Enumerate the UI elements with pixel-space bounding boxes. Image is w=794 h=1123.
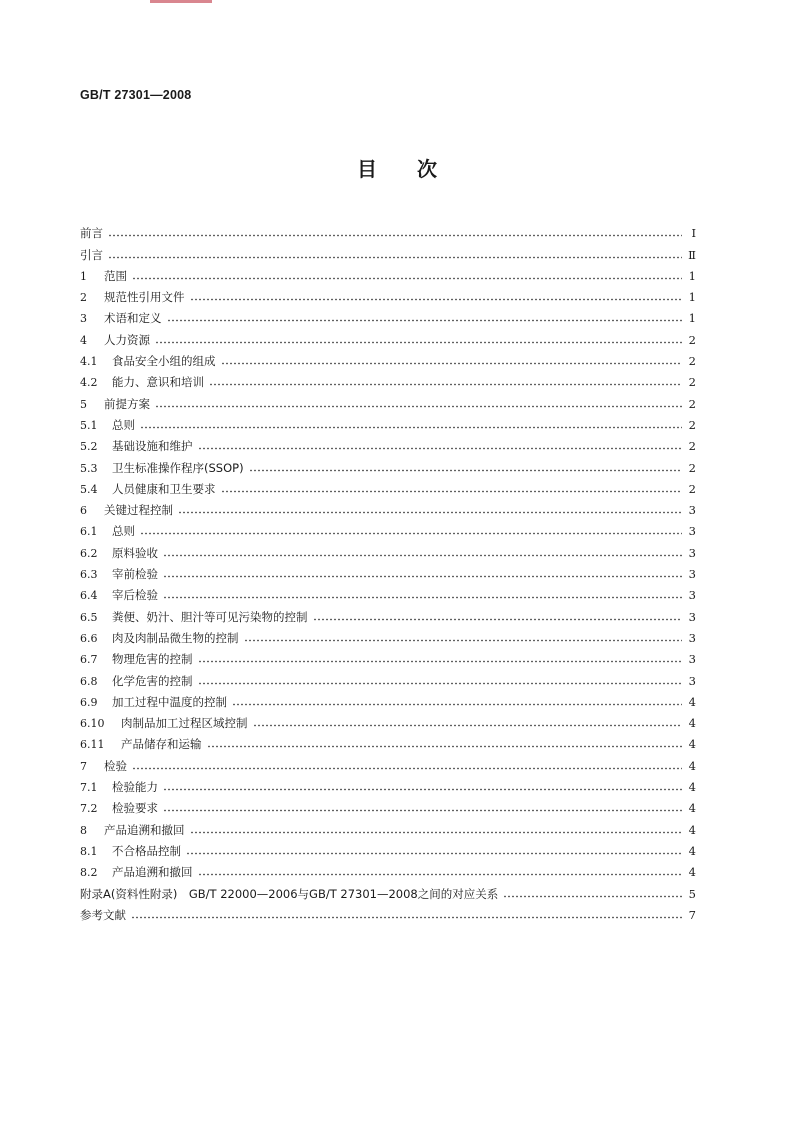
toc-entry-title: 人员健康和卫生要求 bbox=[112, 481, 216, 496]
toc-entry-number: 4.2 bbox=[80, 376, 98, 390]
toc-entry[interactable] bbox=[80, 496, 696, 517]
toc-entry-page: 1 bbox=[688, 268, 696, 283]
toc-entry-page: Ⅰ bbox=[691, 226, 696, 241]
toc-entry-number: 6.10 bbox=[80, 717, 105, 731]
toc-entry-number: 8 bbox=[80, 823, 87, 837]
toc-entry-number: 6.3 bbox=[80, 568, 98, 582]
toc-entry-title: 食品安全小组的组成 bbox=[112, 354, 216, 369]
toc-entry-number: 6.9 bbox=[80, 695, 98, 709]
toc-entry-page: 4 bbox=[688, 737, 696, 752]
toc-entry-number: 5.1 bbox=[80, 418, 98, 432]
toc-dot-leader bbox=[163, 596, 682, 599]
toc-entry-page: 5 bbox=[688, 886, 696, 901]
toc-entry[interactable] bbox=[80, 794, 696, 815]
toc-dot-leader bbox=[140, 532, 682, 535]
toc-entry[interactable] bbox=[80, 858, 696, 879]
toc-entry-number: 7 bbox=[80, 759, 87, 773]
toc-entry-title: 基础设施和维护 bbox=[112, 439, 193, 454]
toc-dot-leader bbox=[253, 724, 683, 727]
toc-dot-leader bbox=[209, 383, 682, 386]
toc-dot-leader bbox=[244, 639, 683, 642]
toc-entry-number: 5.3 bbox=[80, 461, 98, 475]
toc-entry-number: 2 bbox=[80, 291, 87, 305]
toc-entry-number: 6.7 bbox=[80, 653, 98, 667]
toc-entry-page: 4 bbox=[688, 694, 696, 709]
toc-entry-title: 附录A(资料性附录) GB/T 22000—2006与GB/T 27301—2008之间的对应关系 bbox=[80, 886, 499, 901]
toc-entry-title: 物理危害的控制 bbox=[112, 652, 193, 667]
toc-dot-leader bbox=[163, 575, 682, 578]
toc-entry-page: 4 bbox=[688, 843, 696, 858]
toc-entry-number: 6.5 bbox=[80, 610, 98, 624]
toc-dot-leader bbox=[186, 852, 682, 855]
toc-entry-title: 宰前检验 bbox=[112, 567, 158, 582]
toc-entry[interactable] bbox=[80, 325, 696, 346]
table-of-contents bbox=[80, 219, 696, 922]
toc-entry[interactable] bbox=[80, 901, 696, 922]
toc-entry[interactable] bbox=[80, 879, 696, 900]
toc-entry-page: 4 bbox=[688, 758, 696, 773]
toc-entry-page: 3 bbox=[688, 588, 696, 603]
toc-entry[interactable] bbox=[80, 432, 696, 453]
toc-entry-page: 2 bbox=[688, 417, 696, 432]
toc-entry-title: 化学危害的控制 bbox=[112, 673, 193, 688]
toc-dot-leader bbox=[249, 469, 682, 472]
toc-dot-leader bbox=[178, 511, 682, 514]
toc-entry-number: 6.8 bbox=[80, 674, 98, 688]
toc-entry[interactable] bbox=[80, 219, 696, 240]
toc-dot-leader bbox=[163, 788, 682, 791]
toc-entry-title: 总则 bbox=[112, 524, 135, 539]
toc-entry[interactable] bbox=[80, 560, 696, 581]
toc-entry-title: 宰后检验 bbox=[112, 588, 158, 603]
toc-entry-title: 不合格品控制 bbox=[112, 843, 181, 858]
toc-entry-page: 4 bbox=[688, 801, 696, 816]
toc-entry[interactable] bbox=[80, 538, 696, 559]
standard-code: GB/T 27301—2008 bbox=[80, 88, 192, 102]
toc-entry-title: 卫生标准操作程序(SSOP) bbox=[112, 460, 244, 475]
page-title: 目 次 bbox=[357, 157, 437, 181]
toc-entry-page: 2 bbox=[688, 481, 696, 496]
toc-entry-page: 3 bbox=[688, 503, 696, 518]
toc-entry[interactable] bbox=[80, 475, 696, 496]
toc-entry-number: 6.6 bbox=[80, 631, 98, 645]
toc-entry-number: 6.4 bbox=[80, 589, 98, 603]
scan-edge-mark bbox=[150, 0, 212, 3]
toc-entry[interactable] bbox=[80, 773, 696, 794]
toc-entry-page: 3 bbox=[688, 545, 696, 560]
toc-entry[interactable] bbox=[80, 262, 696, 283]
toc-dot-leader bbox=[503, 895, 682, 898]
toc-dot-leader bbox=[132, 767, 682, 770]
toc-dot-leader bbox=[155, 341, 682, 344]
toc-dot-leader bbox=[163, 554, 682, 557]
toc-entry[interactable] bbox=[80, 411, 696, 432]
toc-entry-title: 检验 bbox=[104, 758, 127, 773]
toc-entry-page: 4 bbox=[688, 780, 696, 795]
toc-entry[interactable] bbox=[80, 581, 696, 602]
toc-entry[interactable] bbox=[80, 283, 696, 304]
toc-dot-leader bbox=[167, 319, 683, 322]
toc-entry-page: 7 bbox=[688, 907, 696, 922]
toc-dot-leader bbox=[131, 916, 682, 919]
toc-entry-title: 关键过程控制 bbox=[104, 503, 173, 518]
toc-entry[interactable] bbox=[80, 517, 696, 538]
toc-entry-title: 人力资源 bbox=[104, 332, 150, 347]
toc-entry-page: 3 bbox=[688, 567, 696, 582]
toc-entry-page: Ⅱ bbox=[688, 247, 696, 262]
toc-entry-number: 6 bbox=[80, 504, 87, 518]
toc-dot-leader bbox=[155, 405, 682, 408]
toc-dot-leader bbox=[198, 447, 683, 450]
toc-entry[interactable] bbox=[80, 645, 696, 666]
toc-entry-page: 2 bbox=[688, 332, 696, 347]
toc-entry-number: 7.2 bbox=[80, 802, 98, 816]
toc-entry-page: 3 bbox=[688, 673, 696, 688]
toc-dot-leader bbox=[140, 426, 682, 429]
toc-entry-number: 3 bbox=[80, 312, 87, 326]
toc-entry[interactable] bbox=[80, 453, 696, 474]
toc-dot-leader bbox=[198, 660, 683, 663]
toc-entry[interactable] bbox=[80, 624, 696, 645]
toc-dot-leader bbox=[313, 618, 683, 621]
toc-entry-number: 8.2 bbox=[80, 866, 98, 880]
toc-entry[interactable] bbox=[80, 666, 696, 687]
toc-entry[interactable] bbox=[80, 602, 696, 623]
toc-entry[interactable] bbox=[80, 751, 696, 772]
toc-entry-number: 6.1 bbox=[80, 525, 98, 539]
toc-entry-page: 3 bbox=[688, 652, 696, 667]
toc-dot-leader bbox=[190, 298, 683, 301]
toc-entry-number: 7.1 bbox=[80, 781, 98, 795]
toc-dot-leader bbox=[190, 831, 683, 834]
toc-entry-number: 6.2 bbox=[80, 546, 98, 560]
toc-entry[interactable] bbox=[80, 368, 696, 389]
toc-entry-title: 能力、意识和培训 bbox=[112, 375, 204, 390]
toc-dot-leader bbox=[163, 809, 682, 812]
toc-dot-leader bbox=[221, 490, 683, 493]
toc-dot-leader bbox=[232, 703, 682, 706]
toc-entry-title: 粪便、奶汁、胆汁等可见污染物的控制 bbox=[112, 609, 308, 624]
toc-entry-title: 检验要求 bbox=[112, 801, 158, 816]
toc-entry-title: 引言 bbox=[80, 247, 103, 262]
toc-dot-leader bbox=[132, 277, 682, 280]
toc-entry-title: 术语和定义 bbox=[104, 311, 162, 326]
toc-dot-leader bbox=[207, 745, 683, 748]
toc-entry-number: 5.4 bbox=[80, 482, 98, 496]
toc-entry-title: 肉制品加工过程区域控制 bbox=[121, 716, 248, 731]
toc-dot-leader bbox=[198, 873, 683, 876]
toc-entry-number: 6.11 bbox=[80, 738, 105, 752]
toc-entry[interactable] bbox=[80, 837, 696, 858]
toc-entry-number: 5.2 bbox=[80, 440, 98, 454]
toc-entry-title: 规范性引用文件 bbox=[104, 290, 185, 305]
toc-entry-page: 2 bbox=[688, 375, 696, 390]
toc-entry-page: 3 bbox=[688, 609, 696, 624]
toc-dot-leader bbox=[198, 682, 683, 685]
toc-entry-page: 2 bbox=[688, 396, 696, 411]
toc-entry-page: 4 bbox=[688, 716, 696, 731]
toc-entry[interactable] bbox=[80, 240, 696, 261]
toc-dot-leader bbox=[108, 234, 682, 237]
toc-entry[interactable] bbox=[80, 709, 696, 730]
toc-entry[interactable] bbox=[80, 688, 696, 709]
toc-entry-title: 产品储存和运输 bbox=[121, 737, 202, 752]
toc-entry[interactable] bbox=[80, 304, 696, 325]
toc-entry-number: 5 bbox=[80, 397, 87, 411]
toc-entry-number: 8.1 bbox=[80, 844, 98, 858]
toc-entry-title: 检验能力 bbox=[112, 780, 158, 795]
toc-entry-page: 4 bbox=[688, 822, 696, 837]
toc-entry-page: 2 bbox=[688, 439, 696, 454]
toc-entry-page: 2 bbox=[688, 354, 696, 369]
toc-entry-page: 2 bbox=[688, 460, 696, 475]
toc-entry-page: 4 bbox=[688, 865, 696, 880]
toc-entry-title: 范围 bbox=[104, 268, 127, 283]
toc-entry[interactable] bbox=[80, 389, 696, 410]
toc-entry-title: 产品追溯和撤回 bbox=[112, 865, 193, 880]
toc-entry-number: 4 bbox=[80, 333, 87, 347]
toc-entry-title: 前言 bbox=[80, 226, 103, 241]
toc-entry[interactable] bbox=[80, 815, 696, 836]
toc-entry-page: 1 bbox=[688, 311, 696, 326]
toc-entry-title: 原料验收 bbox=[112, 545, 158, 560]
toc-entry[interactable] bbox=[80, 347, 696, 368]
toc-entry-title: 总则 bbox=[112, 417, 135, 432]
toc-entry-title: 加工过程中温度的控制 bbox=[112, 694, 227, 709]
toc-entry[interactable] bbox=[80, 730, 696, 751]
toc-dot-leader bbox=[108, 256, 682, 259]
toc-entry-title: 前提方案 bbox=[104, 396, 150, 411]
toc-entry-page: 1 bbox=[688, 290, 696, 305]
toc-entry-title: 肉及肉制品微生物的控制 bbox=[112, 630, 239, 645]
toc-entry-page: 3 bbox=[688, 630, 696, 645]
toc-entry-number: 4.1 bbox=[80, 355, 98, 369]
toc-entry-title: 参考文献 bbox=[80, 907, 126, 922]
toc-entry-number: 1 bbox=[80, 269, 87, 283]
toc-entry-page: 3 bbox=[688, 524, 696, 539]
toc-dot-leader bbox=[221, 362, 683, 365]
toc-entry-title: 产品追溯和撤回 bbox=[104, 822, 185, 837]
